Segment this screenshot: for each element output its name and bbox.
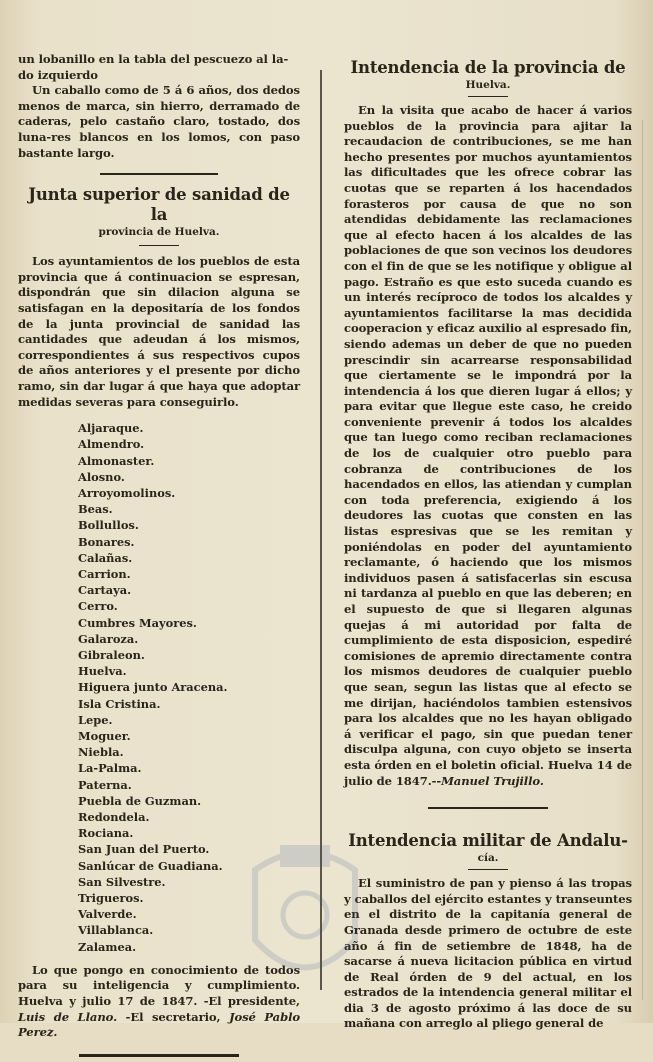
town-item: Trigueros. [78, 890, 144, 905]
town-item: Galaroza. [78, 631, 139, 646]
intro-line-2: do izquierdo [18, 67, 98, 82]
town-item: Paterna. [78, 777, 132, 792]
town-item: Arroyomolinos. [78, 485, 176, 500]
town-item: Beas. [78, 502, 113, 517]
closing-secretary-label: -El secretario, [125, 1009, 221, 1024]
junta-body: Los ayuntamientos de los pueblos de esta provincia que á continuacion se espresan, dispondrán que sin dilacion alguna se satisfagan en la depositaría de los fondos de la junta provincial de sanidad las cantidades que adeudan á los mismos, correspondientes á sus respectivos cupos de años anteriores y el presente por dicho ramo, sin dar lugar á que haya que adoptar medidas severas para conseguirlo. [18, 254, 300, 409]
town-item: Aljaraque. [78, 421, 144, 436]
page-edge-line [642, 120, 643, 1000]
town-item: Cartaya. [78, 583, 132, 598]
intendencia-militar-body: El suministro de pan y pienso á las tropas y caballos del ejército estantes y transeuntes en el distrito de la capitanía general de Granada desde primero de octubre de este año á fin de setiembre de 1848, ha de sacarse á nueva licitacion pública en virtud de Real órden de 9 del actual, en los estrados de la intendencia general militar el dia 3 de agosto próximo á las doce de su mañana con arreglo al pliego general de [344, 876, 632, 1031]
town-item: Almendro. [78, 437, 145, 452]
right-column [344, 58, 632, 1032]
town-item: Alosno. [78, 469, 125, 484]
town-item: La-Palma. [78, 761, 142, 776]
town-item: Redondela. [78, 809, 150, 824]
short-rule [139, 245, 179, 246]
intendencia-provincia-body [344, 103, 632, 789]
town-item: Bonares. [78, 534, 135, 549]
town-item: Sanlúcar de Guadiana. [78, 858, 223, 873]
intendencia-militar-subtitle: cía. [477, 852, 499, 865]
junta-subtitle: provincia de Huelva. [98, 226, 220, 239]
town-item: Rociana. [78, 826, 134, 841]
intendencia-provincia-title: Intendencia de la provincia de [350, 58, 626, 77]
town-item: Carrion. [78, 566, 131, 581]
horse-description: Un caballo como de 5 á 6 años, dos dedos menos de marca, sin hierro, derramado de caderas, pelo castaño claro, tostado, dos luna-res blancos en los lomos, con paso bastante largo. [18, 83, 300, 160]
town-item: Almonaster. [78, 453, 155, 468]
town-item: Lepe. [78, 712, 113, 727]
section-rule [428, 807, 548, 809]
town-item: Isla Cristina. [78, 696, 161, 711]
intendencia-provincia-subtitle: Huelva. [465, 79, 511, 91]
ornamental-rule [18, 1049, 300, 1062]
library-seal-watermark [240, 830, 370, 1000]
signature-president: Luis de Llano. [18, 1009, 118, 1024]
town-item: Huelva. [78, 664, 127, 679]
town-item: San Silvestre. [78, 874, 166, 889]
town-item: Villablanca. [78, 923, 154, 938]
town-item: Zalamea. [78, 939, 137, 954]
town-item: San Juan del Puerto. [78, 842, 210, 857]
short-rule [468, 96, 508, 97]
town-item: Moguer. [78, 728, 131, 743]
town-item: Puebla de Guzman. [78, 793, 202, 808]
town-item: Valverde. [78, 907, 137, 922]
town-item: Calañas. [78, 550, 133, 565]
closing-text: Lo que pongo en conocimiento de todos para su inteligencia y cumplimiento. Huelva y julio 17 de 1847. -El presidente, [18, 962, 300, 1008]
town-item: Higuera junto Aracena. [78, 680, 228, 695]
body-text: En la visita que acabo de hacer á varios pueblos de la provincia para ajitar la recaudacion de contribuciones, se me han hecho presentes por muchos ayuntamientos las dificultades que les ofrece cobrar las cuotas que se reparten á los hacendados forasteros por causa de que no son atendidas debidamente las reclamaciones que al efecto hacen á los alcaldes de las poblaciones de que son vecinos los deudores con el fin de que se les notifique y obligue al pago. Estraño es que esto suceda cuando es un interés recíproco de todos los alcaldes y ayuntamientos facilitarse la mas decidida cooperacion y eficaz auxilio al espresado fin, siendo ademas un deber de que no pueden prescindir sin acarrearse responsabilidad que ciertamente se le impondrá por la intendencia á los que dieren lugar á ellos; y para evitar que llegue este caso, he creido conveniente prevenir á todos los alcaldes que tan luego como reciban reclamaciones de los de cualquier otro pueblo para cobranza de contribuciones de los hacendados en ellos, las atiendan y cumplan con toda preferencia, exigiendo á los deudores las cuotas que consten en las listas espresivas que se les remitan y poniéndolas en poder del ayuntamiento reclamante, ó haciendo que los mismos individuos pasen á satisfacerlas sin escusa ni tardanza al pueblo en que las deberen; en el supuesto de que si llegaren algunas quejas á mi autoridad por falta de cumplimiento de esta disposicion, espediré comisiones de apremio directamente contra los mismos deudores de cualquier pueblo que sean, segun las listas que al efecto se me dirijan, haciéndolos tambien estensivos para los alcaldes que no les hayan obligado á verificar el pago, sin que puedan tener disculpa alguna, con cuyo objeto se inserta esta órden en el boletin oficial. Huelva 14 de julio de 1847.-- [344, 103, 632, 788]
town-item: Bollullos. [78, 518, 139, 533]
town-item: Gibraleon. [78, 647, 145, 662]
intendencia-militar-title: Intendencia militar de Andalu- [348, 831, 628, 851]
junta-title: Junta superior de sanidad de la [28, 185, 290, 225]
signature-secretary: José Pablo Perez. [18, 1009, 301, 1040]
town-item: Cumbres Mayores. [78, 615, 197, 630]
short-rule [468, 869, 508, 870]
town-item: Cerro. [78, 599, 118, 614]
intro-line-1: un lobanillo en la tabla del pescuezo al la- [18, 52, 289, 66]
town-item: Niebla. [78, 745, 124, 760]
signature-trujillo: Manuel Trujillo. [441, 773, 544, 788]
section-rule [100, 173, 218, 175]
